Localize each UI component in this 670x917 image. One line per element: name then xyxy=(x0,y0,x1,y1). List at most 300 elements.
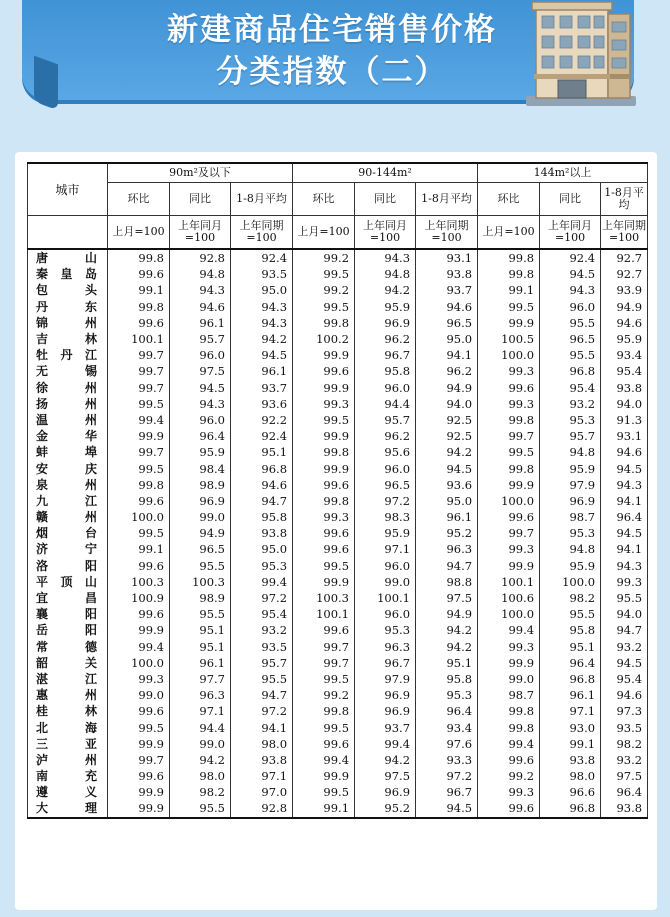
index-value: 95.9 xyxy=(540,558,601,574)
index-value: 99.6 xyxy=(293,477,355,493)
index-value: 100.0 xyxy=(108,509,170,525)
table-row xyxy=(28,558,648,574)
index-value: 99.8 xyxy=(293,493,355,509)
index-value: 95.5 xyxy=(540,315,601,331)
index-value: 94.1 xyxy=(601,541,648,557)
index-value: 99.5 xyxy=(478,299,540,315)
index-value: 99.4 xyxy=(355,736,416,752)
table-row xyxy=(28,460,648,476)
index-value: 93.7 xyxy=(416,282,478,298)
index-value: 99.5 xyxy=(293,784,355,800)
index-value: 95.5 xyxy=(231,671,293,687)
index-value: 99.4 xyxy=(231,574,293,590)
index-value: 97.5 xyxy=(416,590,478,606)
city-name: 平顶山 xyxy=(28,574,108,590)
index-value: 96.2 xyxy=(416,363,478,379)
index-value: 96.3 xyxy=(170,687,231,703)
index-value: 100.3 xyxy=(108,574,170,590)
index-value: 94.3 xyxy=(231,315,293,331)
index-value: 99.8 xyxy=(293,315,355,331)
index-value: 96.4 xyxy=(601,509,648,525)
index-value: 94.0 xyxy=(601,396,648,412)
table-body xyxy=(28,249,648,818)
index-value: 94.4 xyxy=(355,396,416,412)
city-name: 牡丹江 xyxy=(28,347,108,363)
index-value: 93.4 xyxy=(601,347,648,363)
index-value: 94.5 xyxy=(170,380,231,396)
base-header-avg: 上年同期=100 xyxy=(601,216,648,250)
index-value: 96.5 xyxy=(540,331,601,347)
index-value: 100.3 xyxy=(293,590,355,606)
index-value: 95.3 xyxy=(416,687,478,703)
index-value: 94.3 xyxy=(355,249,416,266)
index-value: 98.7 xyxy=(540,509,601,525)
table-row xyxy=(28,331,648,347)
index-value: 99.0 xyxy=(170,736,231,752)
city-name: 唐山 xyxy=(28,249,108,266)
table-row xyxy=(28,299,648,315)
index-value: 93.5 xyxy=(601,719,648,735)
city-name: 遵义 xyxy=(28,784,108,800)
index-value: 95.7 xyxy=(355,412,416,428)
index-value: 94.7 xyxy=(231,493,293,509)
index-value: 98.8 xyxy=(416,574,478,590)
index-value: 98.2 xyxy=(540,590,601,606)
index-value: 99.9 xyxy=(478,477,540,493)
index-value: 93.8 xyxy=(416,266,478,282)
index-value: 92.5 xyxy=(416,428,478,444)
index-value: 99.8 xyxy=(108,249,170,266)
index-value: 96.0 xyxy=(355,380,416,396)
index-value: 99.5 xyxy=(108,460,170,476)
index-value: 96.5 xyxy=(355,477,416,493)
index-value: 93.8 xyxy=(231,752,293,768)
page-title-line-2: 分类指数（二） xyxy=(216,54,448,90)
index-value: 93.2 xyxy=(601,752,648,768)
index-value: 94.6 xyxy=(231,477,293,493)
index-value: 99.9 xyxy=(478,315,540,331)
index-value: 99.8 xyxy=(108,477,170,493)
index-value: 95.9 xyxy=(540,460,601,476)
city-name: 锦州 xyxy=(28,315,108,331)
index-value: 99.7 xyxy=(108,752,170,768)
city-name: 包头 xyxy=(28,282,108,298)
index-value: 99.5 xyxy=(293,412,355,428)
index-value: 96.0 xyxy=(355,558,416,574)
index-value: 99.5 xyxy=(293,671,355,687)
index-value: 94.2 xyxy=(416,639,478,655)
index-value: 100.3 xyxy=(170,574,231,590)
base-header-mom: 上月=100 xyxy=(478,216,540,250)
index-value: 92.7 xyxy=(601,249,648,266)
index-value: 96.4 xyxy=(540,655,601,671)
index-value: 94.5 xyxy=(540,266,601,282)
index-value: 99.5 xyxy=(293,719,355,735)
index-value: 99.6 xyxy=(108,703,170,719)
index-value: 99.3 xyxy=(601,574,648,590)
city-name: 赣州 xyxy=(28,509,108,525)
table-row xyxy=(28,266,648,282)
index-value: 98.0 xyxy=(231,736,293,752)
city-name: 三亚 xyxy=(28,736,108,752)
city-name: 洛阳 xyxy=(28,558,108,574)
index-value: 94.5 xyxy=(601,655,648,671)
group-header-small: 90m²及以下 xyxy=(108,163,293,183)
index-value: 99.1 xyxy=(108,282,170,298)
index-value: 100.1 xyxy=(355,590,416,606)
index-value: 95.3 xyxy=(540,412,601,428)
index-value: 99.4 xyxy=(478,622,540,638)
index-value: 99.7 xyxy=(108,347,170,363)
index-value: 94.7 xyxy=(416,558,478,574)
index-value: 93.8 xyxy=(231,525,293,541)
index-value: 99.8 xyxy=(478,460,540,476)
index-value: 99.0 xyxy=(108,687,170,703)
index-value: 94.3 xyxy=(170,396,231,412)
index-value: 99.3 xyxy=(478,396,540,412)
index-value: 99.5 xyxy=(293,299,355,315)
index-value: 99.4 xyxy=(478,736,540,752)
index-value: 99.3 xyxy=(108,671,170,687)
index-value: 95.5 xyxy=(601,590,648,606)
table-row xyxy=(28,525,648,541)
index-value: 99.8 xyxy=(478,412,540,428)
group-header-medium: 90-144m² xyxy=(293,163,478,183)
index-value: 96.1 xyxy=(170,315,231,331)
index-value: 97.9 xyxy=(540,477,601,493)
index-value: 100.0 xyxy=(478,347,540,363)
index-value: 96.9 xyxy=(540,493,601,509)
index-value: 96.2 xyxy=(355,428,416,444)
index-value: 95.4 xyxy=(601,363,648,379)
city-header-spacer xyxy=(28,216,108,250)
index-value: 99.7 xyxy=(478,428,540,444)
index-value: 93.9 xyxy=(601,282,648,298)
index-value: 99.6 xyxy=(108,606,170,622)
index-value: 99.6 xyxy=(108,266,170,282)
table-row xyxy=(28,412,648,428)
index-value: 99.0 xyxy=(355,574,416,590)
city-name: 秦皇岛 xyxy=(28,266,108,282)
index-value: 95.5 xyxy=(540,347,601,363)
index-value: 98.9 xyxy=(170,590,231,606)
index-value: 99.6 xyxy=(108,315,170,331)
index-value: 99.7 xyxy=(478,525,540,541)
index-value: 96.2 xyxy=(355,331,416,347)
index-value: 95.5 xyxy=(540,606,601,622)
index-value: 97.5 xyxy=(170,363,231,379)
index-value: 99.2 xyxy=(478,768,540,784)
banner-fold xyxy=(34,56,58,111)
index-value: 99.8 xyxy=(478,719,540,735)
index-value: 96.7 xyxy=(355,655,416,671)
index-value: 100.0 xyxy=(108,655,170,671)
city-name: 湛江 xyxy=(28,671,108,687)
index-value: 93.8 xyxy=(601,800,648,817)
index-value: 99.9 xyxy=(108,622,170,638)
index-value: 98.0 xyxy=(170,768,231,784)
base-header-yoy: 上年同月=100 xyxy=(170,216,231,250)
index-value: 94.8 xyxy=(170,266,231,282)
base-header-mom: 上月=100 xyxy=(293,216,355,250)
table-row xyxy=(28,363,648,379)
index-value: 99.9 xyxy=(108,800,170,817)
index-value: 99.3 xyxy=(478,541,540,557)
index-value: 93.8 xyxy=(601,380,648,396)
city-name: 无锡 xyxy=(28,363,108,379)
index-value: 92.4 xyxy=(231,249,293,266)
base-header-mom: 上月=100 xyxy=(108,216,170,250)
index-value: 96.3 xyxy=(355,639,416,655)
index-value: 94.3 xyxy=(231,299,293,315)
index-value: 98.0 xyxy=(540,768,601,784)
table-row xyxy=(28,493,648,509)
index-value: 100.2 xyxy=(293,331,355,347)
city-name: 徐州 xyxy=(28,380,108,396)
index-value: 99.1 xyxy=(108,541,170,557)
index-value: 94.3 xyxy=(170,282,231,298)
city-name: 泸州 xyxy=(28,752,108,768)
index-value: 99.5 xyxy=(293,558,355,574)
index-value: 93.0 xyxy=(540,719,601,735)
city-name: 丹东 xyxy=(28,299,108,315)
index-value: 95.1 xyxy=(170,639,231,655)
index-value: 99.5 xyxy=(293,266,355,282)
index-value: 94.1 xyxy=(231,719,293,735)
table-row xyxy=(28,590,648,606)
city-name: 蚌埠 xyxy=(28,444,108,460)
index-value: 96.9 xyxy=(355,315,416,331)
index-value: 92.5 xyxy=(416,412,478,428)
index-value: 93.8 xyxy=(540,752,601,768)
index-value: 94.8 xyxy=(355,266,416,282)
city-name: 大理 xyxy=(28,800,108,817)
index-value: 97.6 xyxy=(416,736,478,752)
index-value: 95.0 xyxy=(231,541,293,557)
table-row xyxy=(28,282,648,298)
index-value: 96.0 xyxy=(355,606,416,622)
table-row xyxy=(28,671,648,687)
index-value: 99.2 xyxy=(293,282,355,298)
index-value: 93.6 xyxy=(231,396,293,412)
index-value: 92.7 xyxy=(601,266,648,282)
index-value: 99.5 xyxy=(478,444,540,460)
index-value: 95.2 xyxy=(416,525,478,541)
index-value: 97.2 xyxy=(231,703,293,719)
index-value: 100.1 xyxy=(478,574,540,590)
index-value: 95.7 xyxy=(540,428,601,444)
table-row xyxy=(28,784,648,800)
building-icon xyxy=(518,0,644,108)
index-value: 92.8 xyxy=(170,249,231,266)
index-value: 100.5 xyxy=(478,331,540,347)
index-value: 95.1 xyxy=(170,622,231,638)
index-value: 99.6 xyxy=(478,509,540,525)
index-value: 99.8 xyxy=(478,703,540,719)
index-value: 93.1 xyxy=(416,249,478,266)
table-row xyxy=(28,574,648,590)
index-value: 99.7 xyxy=(108,363,170,379)
index-value: 99.2 xyxy=(293,687,355,703)
index-value: 99.9 xyxy=(108,784,170,800)
index-value: 97.5 xyxy=(601,768,648,784)
index-value: 97.2 xyxy=(355,493,416,509)
index-value: 93.6 xyxy=(416,477,478,493)
index-value: 97.7 xyxy=(170,671,231,687)
city-name: 扬州 xyxy=(28,396,108,412)
index-value: 94.6 xyxy=(170,299,231,315)
index-value: 95.0 xyxy=(416,493,478,509)
index-value: 99.9 xyxy=(293,428,355,444)
index-value: 99.5 xyxy=(108,719,170,735)
base-header-avg: 上年同期=100 xyxy=(416,216,478,250)
index-value: 97.1 xyxy=(170,703,231,719)
index-value: 99.3 xyxy=(293,396,355,412)
index-value: 96.8 xyxy=(540,363,601,379)
table-row xyxy=(28,736,648,752)
index-value: 100.1 xyxy=(293,606,355,622)
index-value: 93.2 xyxy=(540,396,601,412)
index-value: 94.6 xyxy=(601,687,648,703)
city-name: 九江 xyxy=(28,493,108,509)
index-value: 99.1 xyxy=(293,800,355,817)
index-value: 99.7 xyxy=(108,380,170,396)
index-value: 99.7 xyxy=(108,444,170,460)
sub-header-avg: 1-8月平均 xyxy=(231,183,293,216)
sub-header-avg: 1-8月平均 xyxy=(416,183,478,216)
index-value: 95.4 xyxy=(601,671,648,687)
index-value: 95.8 xyxy=(231,509,293,525)
index-value: 97.1 xyxy=(231,768,293,784)
table-row xyxy=(28,428,648,444)
index-value: 94.2 xyxy=(416,622,478,638)
table-row xyxy=(28,719,648,735)
table-row xyxy=(28,380,648,396)
index-value: 92.8 xyxy=(231,800,293,817)
index-value: 100.0 xyxy=(478,493,540,509)
city-column-header: 城市 xyxy=(28,163,108,216)
index-value: 99.0 xyxy=(170,509,231,525)
index-value: 92.2 xyxy=(231,412,293,428)
index-value: 98.9 xyxy=(170,477,231,493)
index-value: 94.1 xyxy=(416,347,478,363)
index-value: 96.9 xyxy=(355,784,416,800)
index-value: 94.3 xyxy=(601,477,648,493)
table-row xyxy=(28,800,648,817)
index-value: 99.6 xyxy=(478,800,540,817)
index-value: 96.9 xyxy=(355,687,416,703)
index-value: 100.9 xyxy=(108,590,170,606)
city-name: 泉州 xyxy=(28,477,108,493)
index-value: 98.2 xyxy=(170,784,231,800)
index-value: 93.2 xyxy=(231,622,293,638)
index-value: 94.8 xyxy=(540,444,601,460)
city-name: 襄阳 xyxy=(28,606,108,622)
index-value: 95.9 xyxy=(170,444,231,460)
index-value: 99.8 xyxy=(293,703,355,719)
index-value: 95.4 xyxy=(231,606,293,622)
index-value: 96.4 xyxy=(170,428,231,444)
sub-header-avg: 1-8月平均 xyxy=(601,183,648,216)
table-row xyxy=(28,347,648,363)
group-header-large: 144m²以上 xyxy=(478,163,648,183)
index-value: 94.4 xyxy=(170,719,231,735)
index-value: 94.3 xyxy=(540,282,601,298)
index-value: 93.1 xyxy=(601,428,648,444)
table-row xyxy=(28,509,648,525)
index-value: 96.0 xyxy=(170,347,231,363)
index-value: 97.1 xyxy=(355,541,416,557)
index-value: 99.9 xyxy=(293,380,355,396)
city-name: 吉林 xyxy=(28,331,108,347)
index-value: 94.0 xyxy=(601,606,648,622)
index-value: 99.8 xyxy=(478,249,540,266)
index-value: 93.7 xyxy=(231,380,293,396)
index-value: 99.9 xyxy=(293,347,355,363)
index-value: 94.5 xyxy=(416,460,478,476)
index-value: 99.9 xyxy=(293,574,355,590)
city-name: 北海 xyxy=(28,719,108,735)
base-header-yoy: 上年同月=100 xyxy=(355,216,416,250)
index-value: 97.0 xyxy=(231,784,293,800)
index-value: 95.9 xyxy=(355,299,416,315)
index-value: 99.5 xyxy=(108,396,170,412)
index-value: 94.5 xyxy=(601,525,648,541)
index-value: 94.2 xyxy=(170,752,231,768)
table-row xyxy=(28,249,648,266)
city-name: 金华 xyxy=(28,428,108,444)
index-value: 97.1 xyxy=(540,703,601,719)
index-value: 96.8 xyxy=(540,671,601,687)
city-name: 常德 xyxy=(28,639,108,655)
data-card xyxy=(15,152,657,910)
index-value: 96.6 xyxy=(540,784,601,800)
index-value: 99.4 xyxy=(108,412,170,428)
index-value: 95.8 xyxy=(355,363,416,379)
city-name: 岳阳 xyxy=(28,622,108,638)
index-value: 95.6 xyxy=(355,444,416,460)
index-value: 96.5 xyxy=(416,315,478,331)
city-name: 济宁 xyxy=(28,541,108,557)
city-name: 桂林 xyxy=(28,703,108,719)
index-value: 99.6 xyxy=(478,752,540,768)
index-value: 95.7 xyxy=(170,331,231,347)
sub-header-yoy: 同比 xyxy=(540,183,601,216)
index-value: 94.9 xyxy=(601,299,648,315)
city-name: 韶关 xyxy=(28,655,108,671)
table-row xyxy=(28,752,648,768)
index-value: 98.2 xyxy=(601,736,648,752)
index-value: 95.9 xyxy=(601,331,648,347)
index-value: 99.9 xyxy=(293,768,355,784)
index-value: 95.5 xyxy=(170,800,231,817)
table-row xyxy=(28,639,648,655)
index-value: 99.6 xyxy=(108,493,170,509)
index-value: 100.0 xyxy=(540,574,601,590)
index-value: 99.1 xyxy=(540,736,601,752)
city-name: 烟台 xyxy=(28,525,108,541)
index-value: 95.1 xyxy=(540,639,601,655)
table-row xyxy=(28,655,648,671)
index-value: 99.6 xyxy=(293,363,355,379)
index-value: 96.5 xyxy=(170,541,231,557)
index-value: 95.1 xyxy=(231,444,293,460)
index-value: 99.3 xyxy=(293,509,355,525)
index-value: 93.3 xyxy=(416,752,478,768)
index-value: 95.3 xyxy=(355,622,416,638)
index-value: 94.5 xyxy=(601,460,648,476)
index-value: 96.9 xyxy=(170,493,231,509)
